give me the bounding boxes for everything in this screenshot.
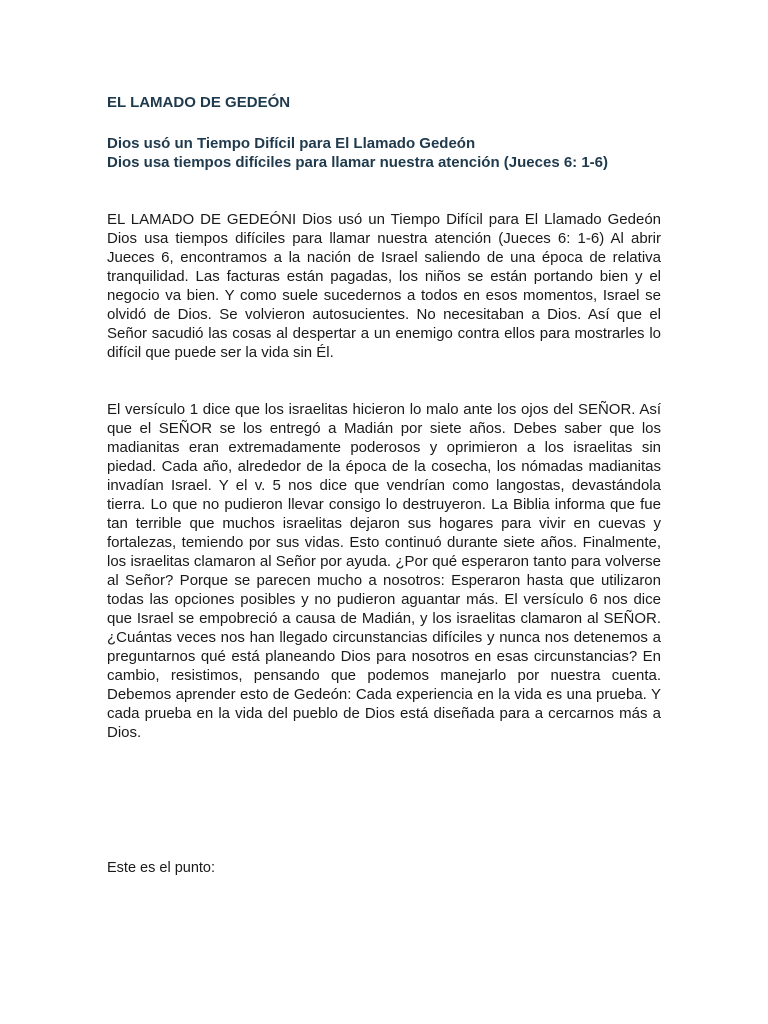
body-paragraph-2: El versículo 1 dice que los israelitas hicieron lo malo ante los ojos del SEÑOR. Así que el SEÑOR se los entregó a Madián por siete años. Debes saber que los madianitas eran extremadamente poderosos y oprimieron a los israelitas sin piedad. Cada año, alrededor de la época de la cosecha, los nómadas madianitas invadían Israel. Y el v. 5 nos dice que vendrían como langostas, devastándola tierra. Lo que no pudieron llevar consigo lo destruyeron. La Biblia informa que fue tan terrible que muchos israelitas dejaron sus hogares para vivir en cuevas y fortalezas, temiendo por sus vidas. Esto continuó durante siete años. Finalmente, los israelitas clamaron al Señor por ayuda. ¿Por qué esperaron tanto para volverse al Señor? Porque se parecen mucho a nosotros: Esperaron hasta que utilizaron todas las opciones posibles y no pudieron aguantar más. El versículo 6 nos dice que Israel se empobreció a causa de Madián, y los israelitas clamaron al SEÑOR. ¿Cuántas veces nos han llegado circunstancias difíciles y nunca nos detenemos a preguntarnos qué está planeando Dios para nosotros en esas circunstancias? En cambio, resistimos, pensando que podemos manejarlo por nuestra cuenta. Debemos aprender esto de Gedeón: Cada experiencia en la vida es una prueba. Y cada prueba en la vida del pueblo de Dios está diseñada para a cercarnos más a Dios.: [107, 401, 661, 741]
subheading-1: Dios usó un Tiempo Difícil para El Llamado Gedeón: [107, 135, 476, 152]
document-title: EL LAMADO DE GEDEÓN: [107, 94, 291, 111]
body-paragraph-1: EL LAMADO DE GEDEÓNI Dios usó un Tiempo Difícil para El Llamado Gedeón Dios usa tiempos difíciles para llamar nuestra atención (Jueces 6: 1-6) Al abrir Jueces 6, encontramos a la nación de Israel saliendo de una época de relativa tranquilidad. Las facturas están pagadas, los niños se están portando bien y el negocio va bien. Y como suele sucedernos a todos en esos momentos, Israel se olvidó de Dios. Se volvieron autosucientes. No necesitaban a Dios. Así que el Señor sacudió las cosas al despertar a un enemigo contra ellos para mostrarles lo difícil que puede ser la vida sin Él.: [107, 211, 661, 361]
document-page: [107, 94, 661, 876]
closing-line: Este es el punto:: [107, 860, 216, 876]
subheading-2: Dios usa tiempos difíciles para llamar nuestra atención (Jueces 6: 1-6): [107, 154, 609, 171]
subheading-block: [107, 134, 661, 172]
